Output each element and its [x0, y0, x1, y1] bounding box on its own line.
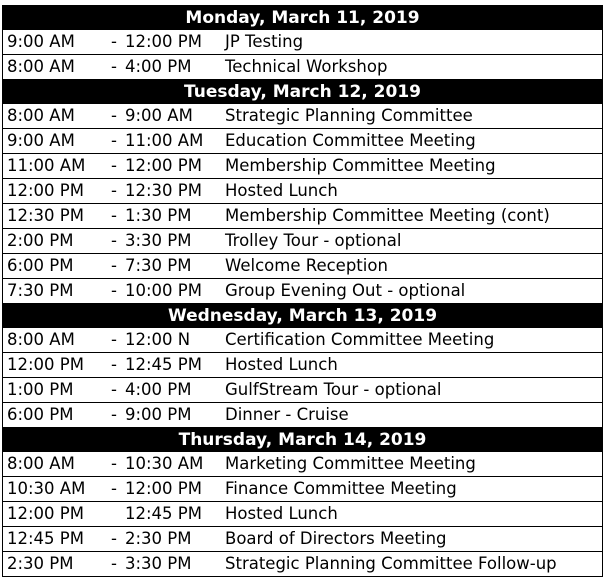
- event-start-time: 6:00 PM: [7, 256, 74, 275]
- time-separator: -: [111, 181, 117, 200]
- event-end-time: 3:30 PM: [125, 554, 192, 573]
- event-start-time: 8:00 AM: [7, 106, 75, 125]
- event-start-time: 12:45 PM: [7, 529, 84, 548]
- event-end-time: 12:45 PM: [125, 504, 202, 523]
- time-separator: -: [111, 57, 117, 76]
- event-title: Membership Committee Meeting: [225, 156, 496, 175]
- event-title: Hosted Lunch: [225, 504, 338, 523]
- event-title: Strategic Planning Committee Follow-up: [225, 554, 557, 573]
- event-start-time: 10:30 AM: [7, 479, 86, 498]
- event-end-time: 2:30 PM: [125, 529, 192, 548]
- event-start-time: 8:00 AM: [7, 57, 75, 76]
- event-title: Marketing Committee Meeting: [225, 454, 476, 473]
- event-end-time: 3:30 PM: [125, 231, 192, 250]
- event-end-time: 12:00 PM: [125, 479, 202, 498]
- event-start-time: 8:00 AM: [7, 330, 75, 349]
- event-row: [3, 129, 602, 154]
- time-separator: -: [111, 131, 117, 150]
- event-row: [3, 477, 602, 502]
- time-separator: -: [111, 281, 117, 300]
- event-row: [3, 154, 602, 179]
- event-start-time: 9:00 AM: [7, 131, 75, 150]
- event-row: [3, 378, 602, 403]
- schedule-table: [2, 5, 603, 577]
- event-row: [3, 452, 602, 477]
- event-end-time: 4:00 PM: [125, 380, 192, 399]
- event-title: Welcome Reception: [225, 256, 388, 275]
- event-start-time: 6:00 PM: [7, 405, 74, 424]
- time-separator: -: [111, 32, 117, 51]
- event-end-time: 11:00 AM: [125, 131, 204, 150]
- event-title: Strategic Planning Committee: [225, 106, 473, 125]
- time-separator: -: [111, 380, 117, 399]
- event-start-time: 8:00 AM: [7, 454, 75, 473]
- time-separator: -: [111, 106, 117, 125]
- event-title: Hosted Lunch: [225, 181, 338, 200]
- event-row: [3, 502, 602, 527]
- event-end-time: 12:00 PM: [125, 156, 202, 175]
- event-end-time: 1:30 PM: [125, 206, 192, 225]
- event-title: GulfStream Tour - optional: [225, 380, 442, 399]
- event-end-time: 12:00 N: [125, 330, 191, 349]
- event-row: [3, 55, 602, 80]
- event-row: [3, 179, 602, 204]
- event-end-time: 12:00 PM: [125, 32, 202, 51]
- event-end-time: 12:30 PM: [125, 181, 202, 200]
- event-end-time: 10:30 AM: [125, 454, 204, 473]
- event-row: [3, 279, 602, 304]
- time-separator: -: [111, 330, 117, 349]
- event-start-time: 12:30 PM: [7, 206, 84, 225]
- event-start-time: 12:00 PM: [7, 181, 84, 200]
- event-start-time: 11:00 AM: [7, 156, 86, 175]
- event-row: [3, 104, 602, 129]
- event-row: [3, 527, 602, 552]
- day-header: Thursday, March 14, 2019: [3, 428, 602, 452]
- event-row: [3, 254, 602, 279]
- event-start-time: 12:00 PM: [7, 355, 84, 374]
- event-title: Trolley Tour - optional: [225, 231, 402, 250]
- event-row: [3, 204, 602, 229]
- time-separator: -: [111, 156, 117, 175]
- event-end-time: 4:00 PM: [125, 57, 192, 76]
- day-header: Tuesday, March 12, 2019: [3, 80, 602, 104]
- event-row: [3, 30, 602, 55]
- time-separator: -: [111, 355, 117, 374]
- event-title: Board of Directors Meeting: [225, 529, 447, 548]
- time-separator: -: [111, 479, 117, 498]
- event-title: Membership Committee Meeting (cont): [225, 206, 550, 225]
- event-end-time: 12:45 PM: [125, 355, 202, 374]
- event-start-time: 7:30 PM: [7, 281, 74, 300]
- event-title: Finance Committee Meeting: [225, 479, 457, 498]
- event-end-time: 9:00 AM: [125, 106, 193, 125]
- event-row: [3, 328, 602, 353]
- event-start-time: 2:00 PM: [7, 231, 74, 250]
- event-start-time: 12:00 PM: [7, 504, 84, 523]
- event-start-time: 2:30 PM: [7, 554, 74, 573]
- event-title: Certification Committee Meeting: [225, 330, 495, 349]
- time-separator: -: [111, 529, 117, 548]
- time-separator: -: [111, 405, 117, 424]
- event-title: Group Evening Out - optional: [225, 281, 466, 300]
- event-title: JP Testing: [225, 32, 304, 51]
- event-title: Dinner - Cruise: [225, 405, 349, 424]
- event-title: Hosted Lunch: [225, 355, 338, 374]
- event-start-time: 1:00 PM: [7, 380, 74, 399]
- event-title: Education Committee Meeting: [225, 131, 476, 150]
- event-row: [3, 353, 602, 378]
- time-separator: -: [111, 554, 117, 573]
- day-header: Wednesday, March 13, 2019: [3, 304, 602, 328]
- event-row: [3, 229, 602, 254]
- event-row: [3, 552, 602, 577]
- event-row: [3, 403, 602, 428]
- time-separator: -: [111, 454, 117, 473]
- event-end-time: 7:30 PM: [125, 256, 192, 275]
- time-separator: -: [111, 231, 117, 250]
- event-end-time: 9:00 PM: [125, 405, 192, 424]
- event-end-time: 10:00 PM: [125, 281, 202, 300]
- event-start-time: 9:00 AM: [7, 32, 75, 51]
- event-title: Technical Workshop: [225, 57, 388, 76]
- time-separator: -: [111, 256, 117, 275]
- day-header: Monday, March 11, 2019: [3, 6, 602, 30]
- time-separator: -: [111, 206, 117, 225]
